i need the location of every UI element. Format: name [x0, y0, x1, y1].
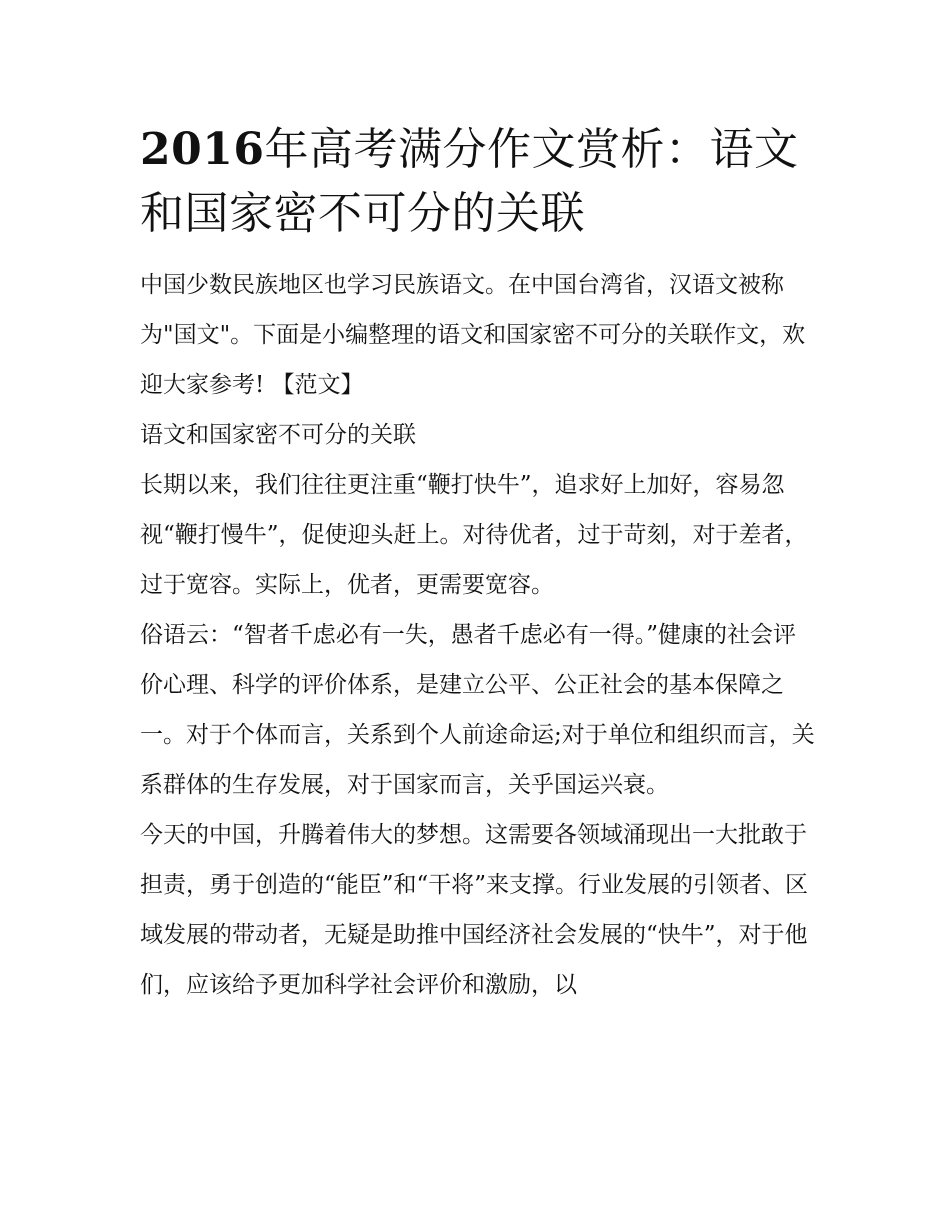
body-paragraph: 俗语云：“智者千虑必有一失，愚者千虑必有一得。”健康的社会评价心理、科学的评价体系，是建立公平、公正社会的基本保障之一。对于个体而言，关系到个人前途命运;对于单位和组织而言，关系群体的生存发展，对于国家而言，关乎国运兴衰。 — [140, 622, 815, 798]
article-body — [140, 118, 815, 1010]
body-paragraph: 长期以来，我们往往更注重“鞭打快牛”，追求好上加好，容易忽视“鞭打慢牛”，促使迎头赶上。对待优者，过于苛刻，对于差者，过于宽容。实际上，优者，更需要宽容。 — [140, 472, 808, 598]
intro-paragraph: 中国少数民族地区也学习民族语文。在中国台湾省，汉语文被称为"国文"。下面是小编整理的语文和国家密不可分的关联作文，欢迎大家参考! 【范文】 — [140, 272, 806, 398]
title-year: 2016 — [140, 124, 265, 175]
article-title — [140, 118, 815, 246]
essay-heading: 语文和国家密不可分的关联 — [140, 422, 416, 448]
body-paragraph: 今天的中国，升腾着伟大的梦想。这需要各领域涌现出一大批敢于担责，勇于创造的“能臣”和“干将”来支撑。行业发展的引领者、区域发展的带动者，无疑是助推中国经济社会发展的“快牛”，对于他们，应该给予更加科学社会评价和激励，以 — [140, 822, 809, 998]
title-text: 年高考满分作文赏析：语文和国家密不可分的关联 — [140, 124, 799, 239]
